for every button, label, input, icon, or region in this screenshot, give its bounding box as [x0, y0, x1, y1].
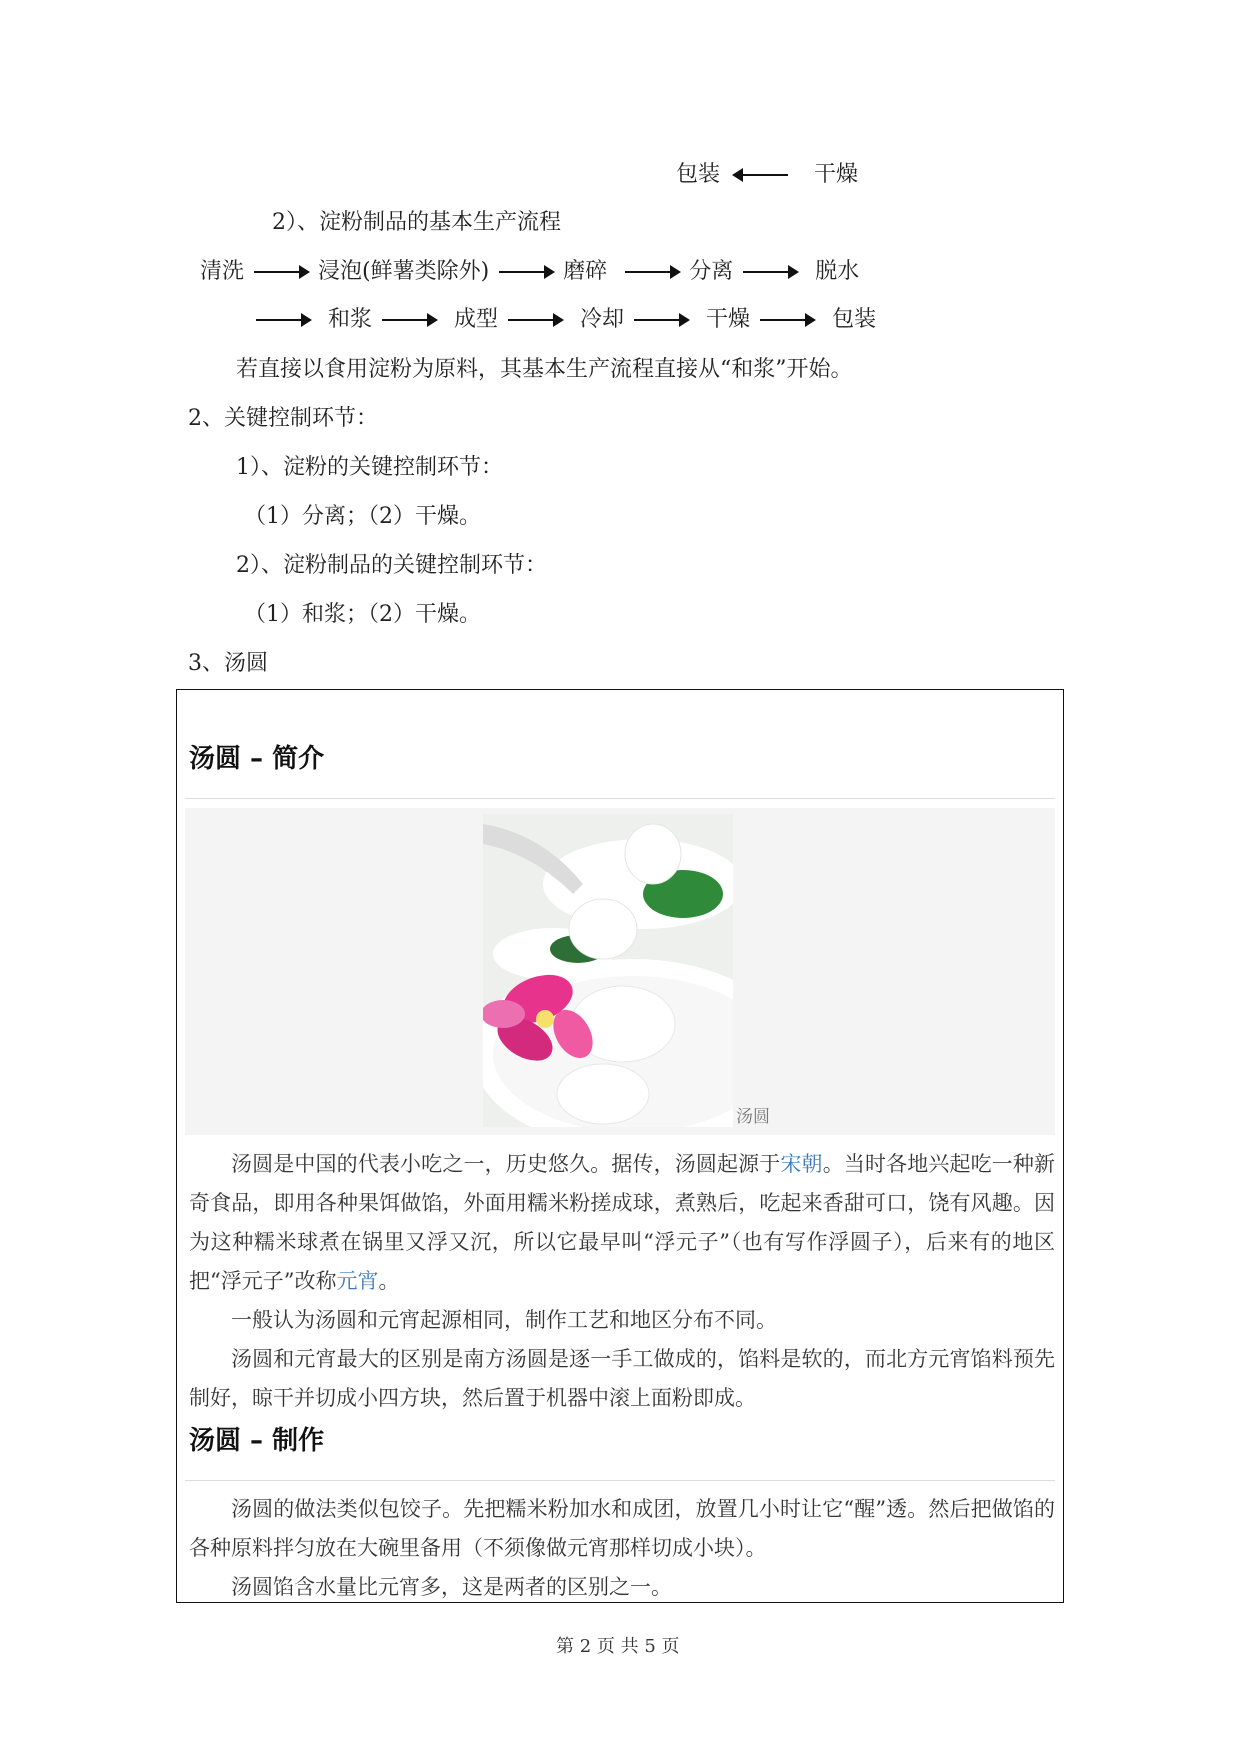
text-run: 。 — [378, 1269, 400, 1293]
flow-step: 脱水 — [815, 259, 860, 284]
text-run: 。当时各地兴起吃一种新奇食品，即用各种果饵做馅，外面用糯米粉搓成球，煮熟后，吃起来香甜可口，饶有风趣。因为这种糯米球煮在锅里又浮又沉，所以它最早叫“浮元子”（也有写作浮圆子），后来有的地区把“浮元子”改称 — [189, 1152, 1056, 1293]
arrow-right-icon — [256, 319, 310, 321]
arrow-right-icon — [508, 319, 562, 321]
flow-step: 分离 — [689, 259, 734, 284]
photo-caption: 汤圆 — [736, 1107, 770, 1127]
section-2-2-title: 2）、淀粉制品的基本生产流程 — [272, 210, 561, 235]
flow-step: 成型 — [454, 307, 499, 332]
link-yuanxiao[interactable]: 元宵 — [336, 1269, 379, 1293]
flow-step: 浸泡(鲜薯类除外) — [318, 259, 490, 284]
intro-paragraph-2: 一般认为汤圆和元宵起源相同，制作工艺和地区分布不同。 — [231, 1308, 777, 1332]
flow2-row2 — [256, 305, 876, 335]
flow1-right-step: 干燥 — [814, 162, 859, 187]
make-heading: 汤圆 – 制作 — [189, 1426, 325, 1456]
flow1-left-step: 包装 — [676, 162, 721, 187]
sub1-items: （1）分离；（2）干燥。 — [244, 504, 481, 529]
make-paragraph-1: 汤圆的做法类似包饺子。先把糯米粉加水和成团，放置几小时让它“醒”透。然后把做馅的各种原料拌匀放在大碗里备用（不须像做元宵那样切成小块）。 — [189, 1497, 1055, 1560]
arrow-right-icon — [499, 271, 553, 273]
text-run: 汤圆是中国的代表小吃之一，历史悠久。据传，汤圆起源于 — [231, 1152, 781, 1176]
tangyuan-article-box — [176, 689, 1064, 1603]
intro-paragraph-3: 汤圆和元宵最大的区别是南方汤圆是逐一手工做成的，馅料是软的，而北方元宵馅料预先制好，晾干并切成小四方块，然后置于机器中滚上面粉即成。 — [189, 1347, 1055, 1410]
flow2-row1 — [200, 257, 859, 287]
sub2-items: （1）和浆；（2）干燥。 — [244, 602, 481, 627]
link-song-dynasty[interactable]: 宋朝 — [780, 1152, 823, 1176]
arrow-right-icon — [254, 271, 308, 273]
photo-panel — [185, 808, 1055, 1135]
sub2-title: 2）、淀粉制品的关键控制环节： — [236, 553, 547, 578]
flow-step: 冷却 — [580, 307, 625, 332]
heading-tangyuan: 3、汤圆 — [188, 651, 268, 676]
arrow-left-icon — [734, 174, 788, 176]
flow-step: 包装 — [832, 307, 877, 332]
make-paragraph-2: 汤圆馅含水量比元宵多，这是两者的区别之一。 — [231, 1575, 672, 1599]
sub1-title: 1）、淀粉的关键控制环节： — [236, 455, 503, 480]
page-footer: 第 2 页 共 5 页 — [556, 1636, 680, 1657]
arrow-right-icon — [634, 319, 688, 321]
heading-key-control: 2、关键控制环节： — [188, 406, 378, 431]
flow-step: 磨碎 — [563, 259, 608, 284]
intro-heading: 汤圆 – 简介 — [189, 744, 325, 774]
arrow-right-icon — [382, 319, 436, 321]
flow1-row — [676, 160, 858, 190]
arrow-right-icon — [625, 271, 679, 273]
arrow-right-icon — [743, 271, 797, 273]
flow-step: 干燥 — [706, 307, 751, 332]
divider — [185, 1480, 1055, 1481]
flow-note: 若直接以食用淀粉为原料，其基本生产流程直接从“和浆”开始。 — [236, 357, 853, 382]
divider — [185, 798, 1055, 799]
arrow-right-icon — [760, 319, 814, 321]
intro-paragraph-1 — [189, 1145, 1055, 1301]
tangyuan-photo — [483, 814, 733, 1127]
flow-step: 清洗 — [200, 259, 245, 284]
flow-step: 和浆 — [328, 307, 373, 332]
